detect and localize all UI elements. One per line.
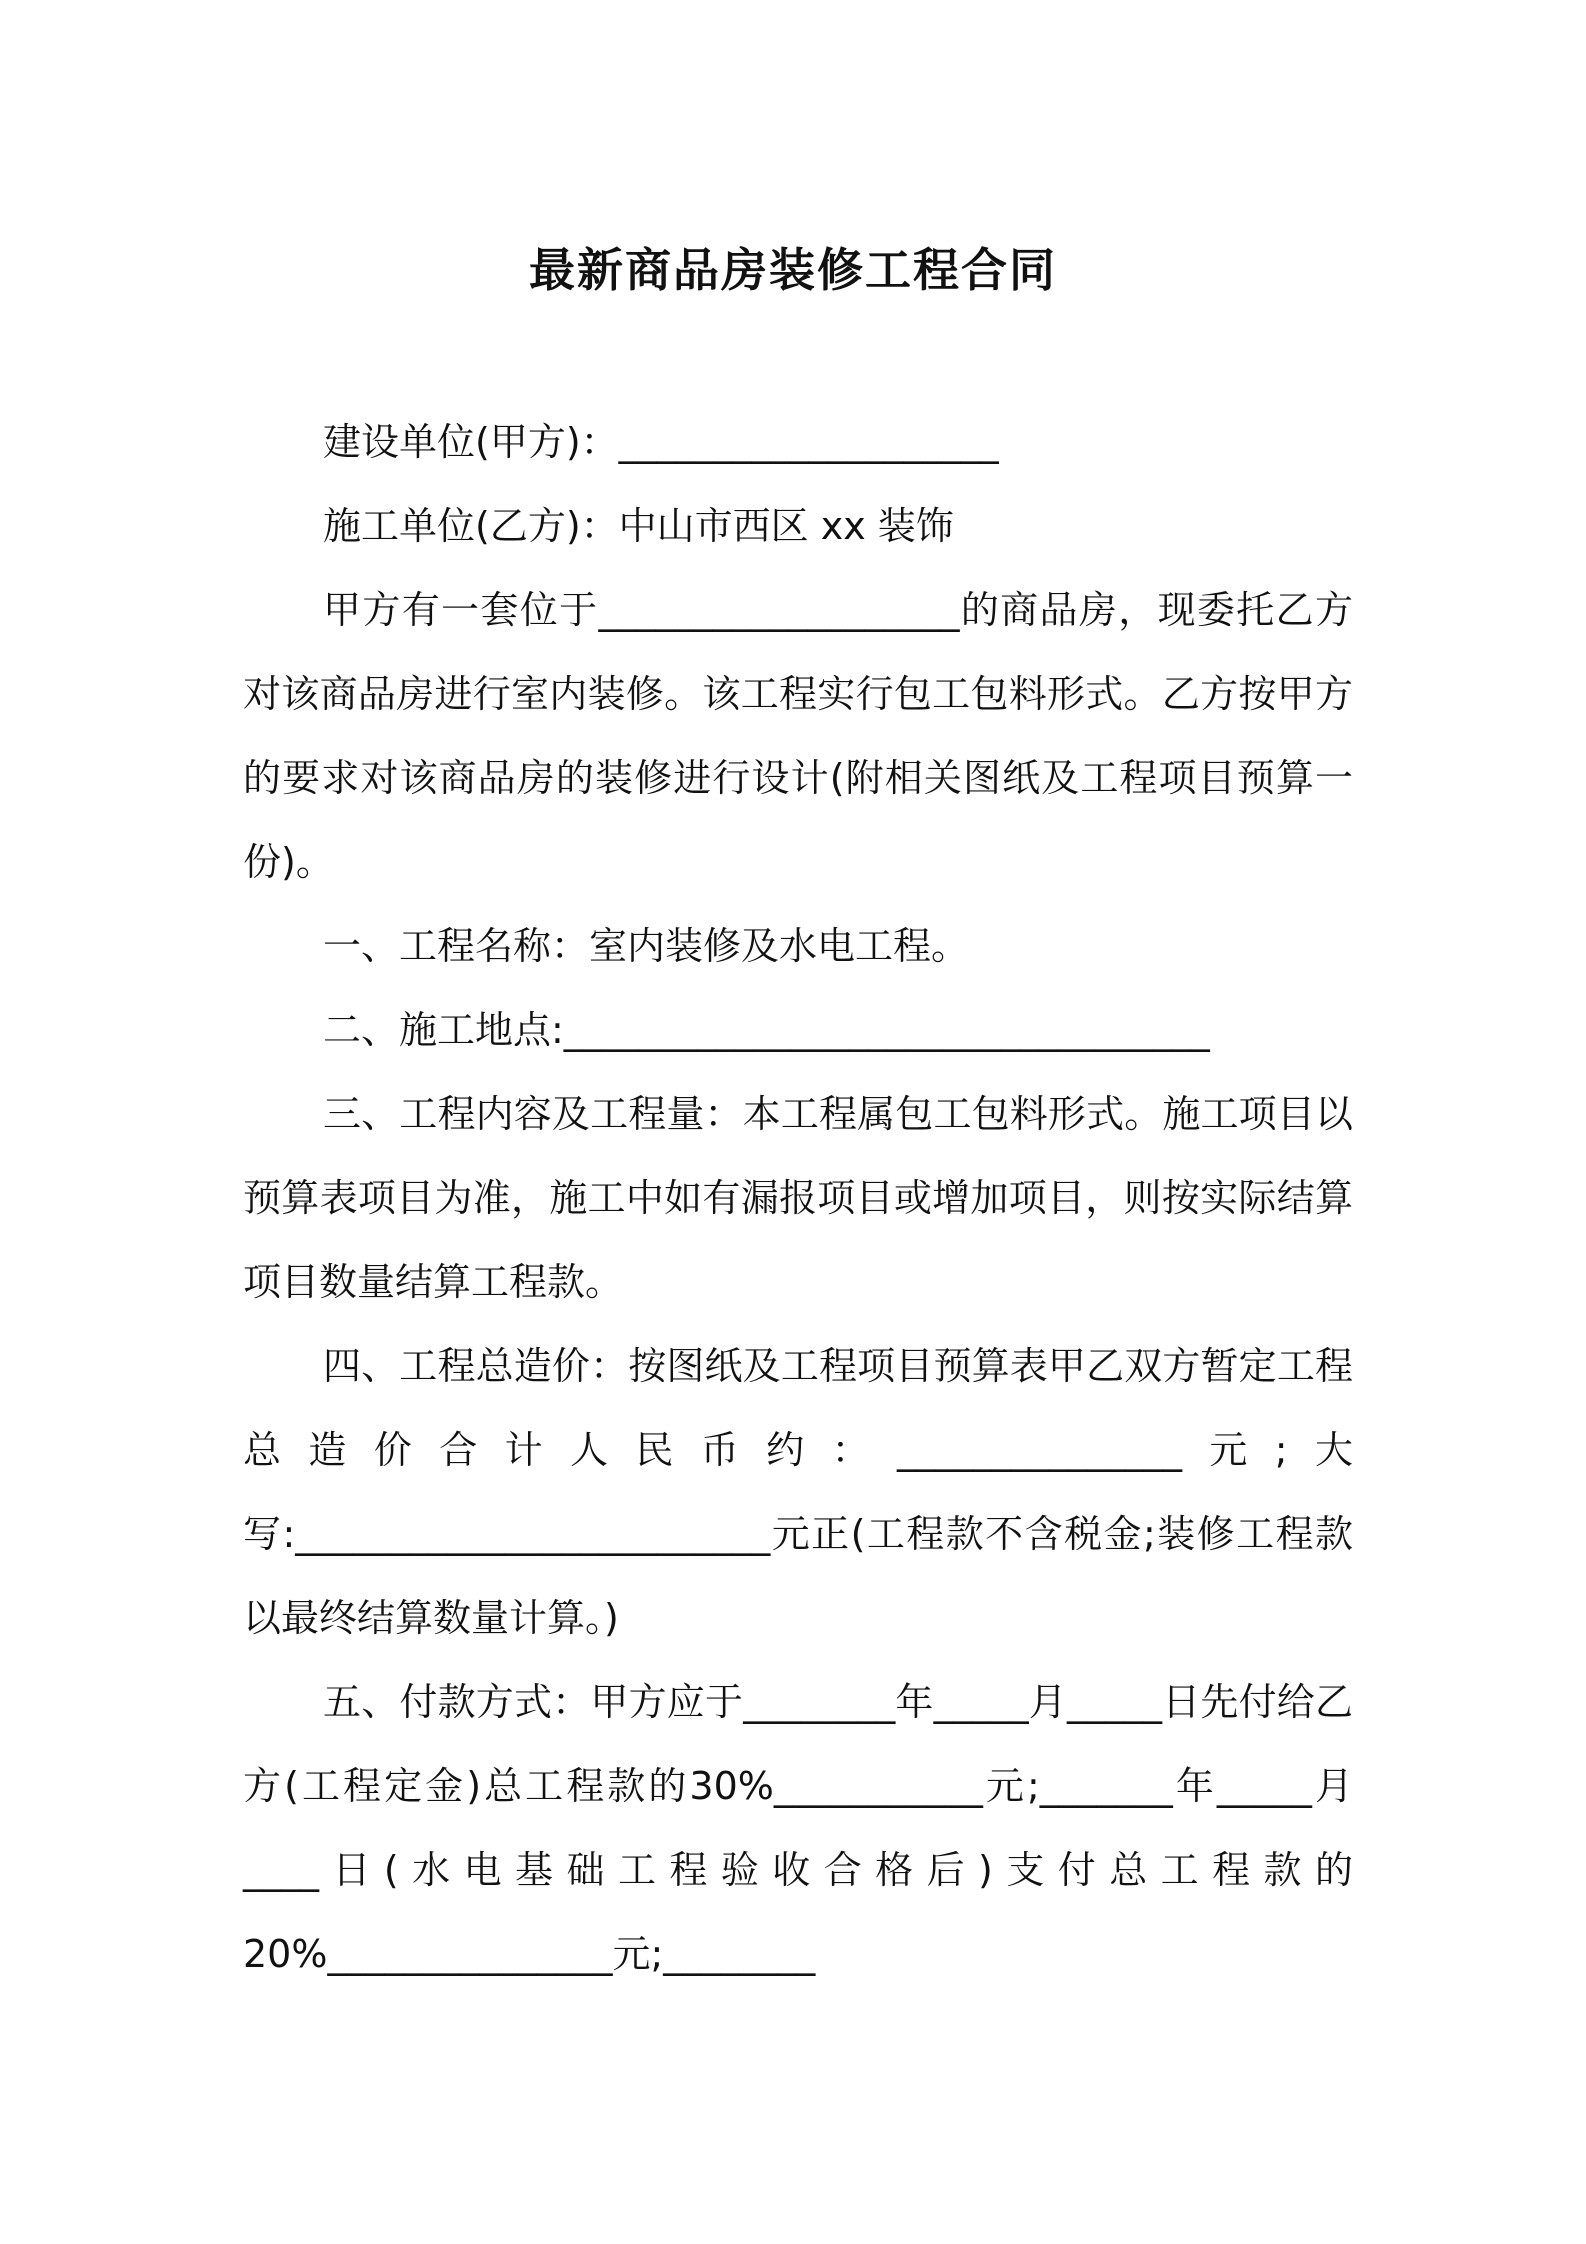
clause-total-price: 四、工程总造价：按图纸及工程项目预算表甲乙双方暂定工程总造价合计人民币约：_______________元;大写:_________________________元正(工程款不含税金;装修工程款以最终结算数量计算。) [243,1344,1353,1640]
clause-project-name: 一、工程名称：室内装修及水电工程。 [323,924,970,968]
party-a-line: 建设单位(甲方)：____________________ [323,420,999,464]
clause-location: 二、施工地点:__________________________________ [323,1008,1210,1052]
document-title: 最新商品房装修工程合同 [529,242,1057,297]
intro-paragraph: 甲方有一套位于___________________的商品房，现委托乙方对该商品房进行室内装修。该工程实行包工包料形式。乙方按甲方的要求对该商品房的装修进行设计(附相关图纸及工程项目预算一份)。 [243,588,1353,884]
document-body [243,400,1353,1996]
clause-scope: 三、工程内容及工程量：本工程属包工包料形式。施工项目以预算表项目为准，施工中如有漏报项目或增加项目，则按实际结算项目数量结算工程款。 [243,1092,1353,1304]
party-b-line: 施工单位(乙方)：中山市西区 xx 装饰 [323,504,954,548]
clause-payment: 五、付款方式：甲方应于________年_____月_____日先付给乙方(工程定金)总工程款的30%___________元;_______年_____月____日(水电基础工程验收合格后)支付总工程款的20%_______________元;________ [243,1680,1353,1976]
